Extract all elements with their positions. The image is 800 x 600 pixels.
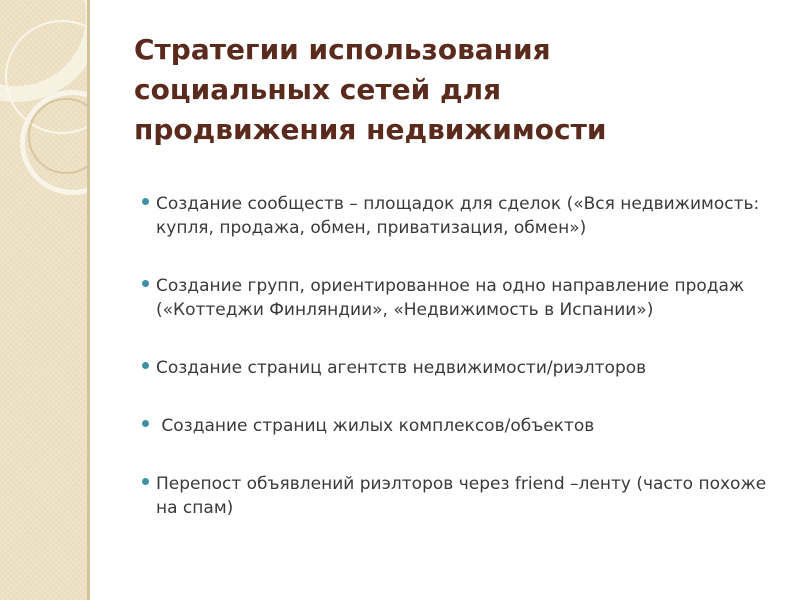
bullet-dot-icon (142, 280, 149, 287)
bullet-item (142, 274, 772, 322)
slide-title (134, 30, 754, 150)
bullet-dot-icon (142, 198, 149, 205)
bullet-item (142, 356, 772, 380)
bullet-text: Создание групп, ориентированное на одно направление продаж («Коттеджи Финляндии», «Недвижимость в Испании») (156, 276, 745, 320)
decorative-sidebar (0, 0, 90, 600)
bullet-dot-icon (142, 362, 149, 369)
bullet-item (142, 472, 772, 520)
title-line: социальных сетей для (134, 73, 502, 106)
bullet-dot-icon (142, 478, 149, 485)
sidebar-edge (87, 0, 90, 600)
bullet-list (142, 192, 772, 520)
bullet-item (142, 192, 772, 240)
bullet-item (142, 414, 772, 438)
bullet-text: Создание страниц агентств недвижимости/риэлторов (156, 358, 647, 378)
bullet-text: Перепост объявлений риэлторов через friend –ленту (часто похоже на спам) (156, 474, 767, 518)
title-line: Стратегии использования (134, 33, 551, 66)
bullet-dot-icon (142, 420, 149, 427)
bullet-text: Создание страниц жилых комплексов/объектов (156, 416, 595, 436)
title-line: продвижения недвижимости (134, 113, 607, 146)
bullet-text: Создание сообществ – площадок для сделок («Вся недвижимость: купля, продажа, обмен, приватизация, обмен») (156, 194, 760, 238)
